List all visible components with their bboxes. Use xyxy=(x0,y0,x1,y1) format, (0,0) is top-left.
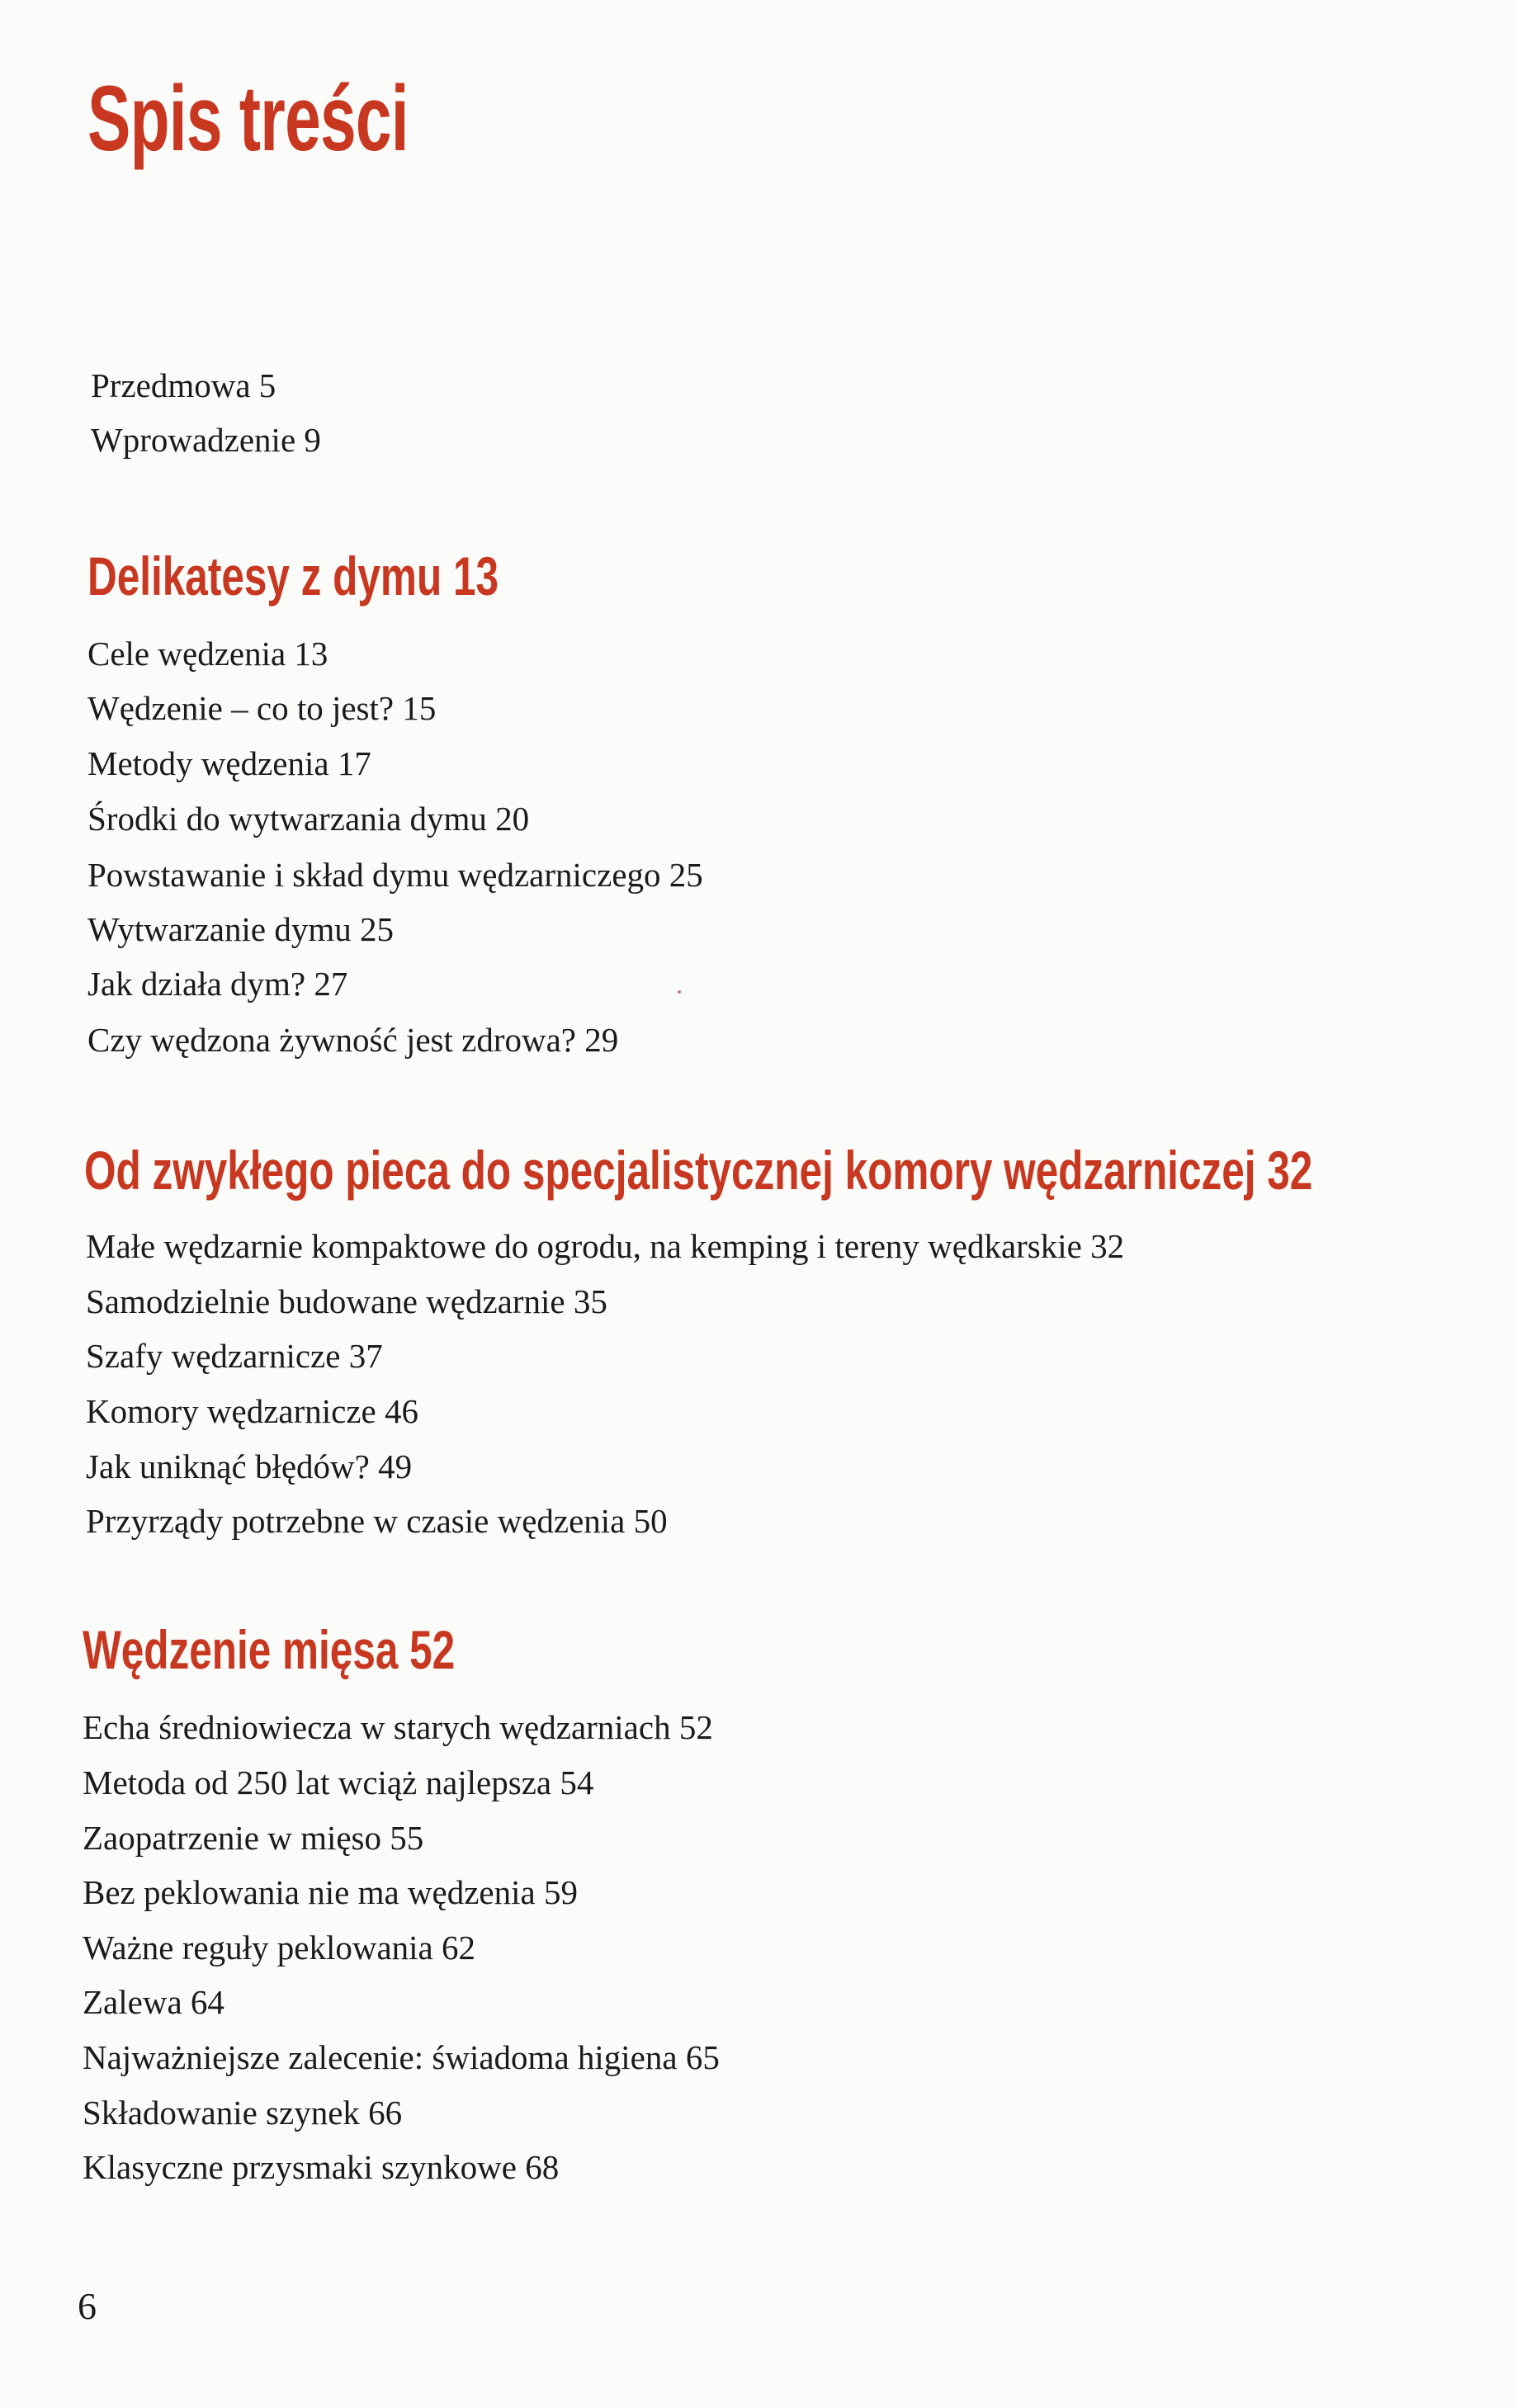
page-title: Spis treści xyxy=(87,67,409,170)
toc-entry: Komory wędzarnicze 46 xyxy=(86,1392,418,1430)
section-heading-wedzenie-miesa: Wędzenie mięsa 52 xyxy=(83,1619,456,1680)
toc-entry: Wędzenie – co to jest? 15 xyxy=(87,689,437,727)
toc-entry: Samodzielnie budowane wędzarnie 35 xyxy=(86,1282,607,1320)
toc-entry: Składowanie szynek 66 xyxy=(83,2094,403,2132)
stray-dot xyxy=(678,990,681,994)
toc-entry: Przyrządy potrzebne w czasie wędzenia 50 xyxy=(86,1502,668,1540)
toc-entry: Jak uniknąć błędów? 49 xyxy=(86,1447,413,1485)
toc-entry: Środki do wytwarzania dymu 20 xyxy=(87,800,530,838)
section-heading-delikatesy: Delikatesy z dymu 13 xyxy=(87,545,499,607)
toc-entry: Czy wędzona żywność jest zdrowa? 29 xyxy=(87,1021,619,1059)
toc-entry: Wytwarzanie dymu 25 xyxy=(87,910,394,948)
toc-entry: Szafy wędzarnicze 37 xyxy=(86,1337,383,1375)
toc-entry: Cele wędzenia 13 xyxy=(87,635,328,673)
toc-entry: Bez peklowania nie ma wędzenia 59 xyxy=(83,1873,578,1911)
toc-entry-wprowadzenie: Wprowadzenie 9 xyxy=(91,421,321,459)
toc-entry: Zalewa 64 xyxy=(83,1983,224,2021)
toc-entry: Zaopatrzenie w mięso 55 xyxy=(83,1819,424,1857)
toc-entry: Echa średniowiecza w starych wędzarniach 52 xyxy=(83,1708,713,1746)
toc-entry: Małe wędzarnie kompaktowe do ogrodu, na kemping i tereny wędkarskie 32 xyxy=(86,1227,1125,1265)
page-number: 6 xyxy=(78,2285,97,2327)
toc-entry: Metody wędzenia 17 xyxy=(87,744,371,782)
toc-entry: Najważniejsze zalecenie: świadoma higiena 65 xyxy=(83,2038,720,2076)
toc-entry: Klasyczne przysmaki szynkowe 68 xyxy=(83,2148,560,2186)
section-heading-wedzarnie: Od zwykłego pieca do specjalistycznej komory wędzarniczej 32 xyxy=(84,1140,1313,1201)
toc-entry: Ważne reguły peklowania 62 xyxy=(83,1929,475,1967)
toc-entry: Powstawanie i skład dymu wędzarniczego 25 xyxy=(87,856,703,894)
toc-entry: Jak działa dym? 27 xyxy=(87,965,348,1003)
toc-entry-przedmowa: Przedmowa 5 xyxy=(91,366,276,404)
toc-entry: Metoda od 250 lat wciąż najlepsza 54 xyxy=(83,1764,594,1801)
